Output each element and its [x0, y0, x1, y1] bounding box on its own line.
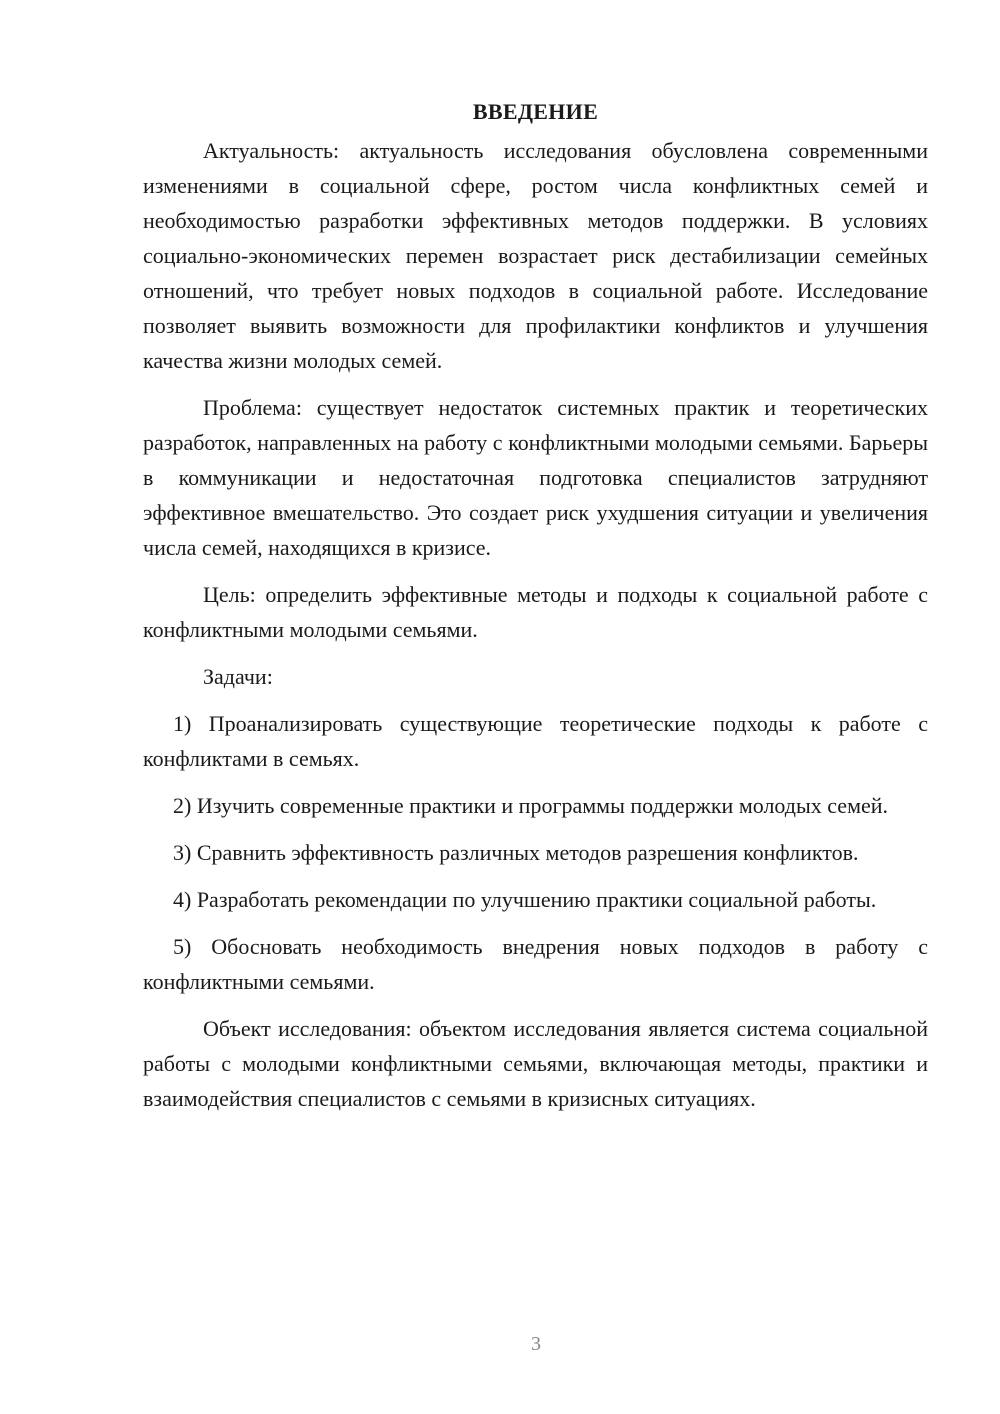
- problem-paragraph: Проблема: существует недостаток системных практик и теоретических разработок, направленных на работу с конфликтными молодыми семьями. Барьеры в коммуникации и недостаточная подготовка специалистов затрудняют эффективное вмешательство. Это создает риск ухудшения ситуации и увеличения числа семей, находящихся в кризисе.: [143, 395, 928, 560]
- relevance-paragraph: Актуальность: актуальность исследования обусловлена современными изменениями в социальной сфере, ростом числа конфликтных семей и необходимостью разработки эффективных методов поддержки. В условиях социально-экономических перемен возрастает риск дестабилизации семейных отношений, что требует новых подходов в социальной работе. Исследование позволяет выявить возможности для профилактики конфликтов и улучшения качества жизни молодых семей.: [143, 138, 928, 373]
- section-title: ВВЕДЕНИЕ: [472, 99, 599, 124]
- task-item-4: 4) Разработать рекомендации по улучшению практики социальной работы.: [173, 887, 877, 912]
- tasks-heading: Задачи:: [203, 664, 273, 689]
- document-body: [143, 94, 928, 1128]
- goal-paragraph: Цель: определить эффективные методы и подходы к социальной работе с конфликтными молодыми семьями.: [143, 582, 928, 642]
- task-item-5: 5) Обосновать необходимость внедрения новых подходов в работу с конфликтными семьями.: [143, 934, 928, 994]
- object-paragraph: Объект исследования: объектом исследования является система социальной работы с молодыми конфликтными семьями, включающая методы, практики и взаимодействия специалистов с семьями в кризисных ситуациях.: [143, 1016, 928, 1111]
- page-number: 3: [531, 1333, 541, 1355]
- task-item-1: 1) Проанализировать существующие теоретические подходы к работе с конфликтами в семьях.: [143, 711, 928, 771]
- task-item-3: 3) Сравнить эффективность различных методов разрешения конфликтов.: [173, 840, 859, 865]
- task-item-2: 2) Изучить современные практики и программы поддержки молодых семей.: [173, 793, 889, 818]
